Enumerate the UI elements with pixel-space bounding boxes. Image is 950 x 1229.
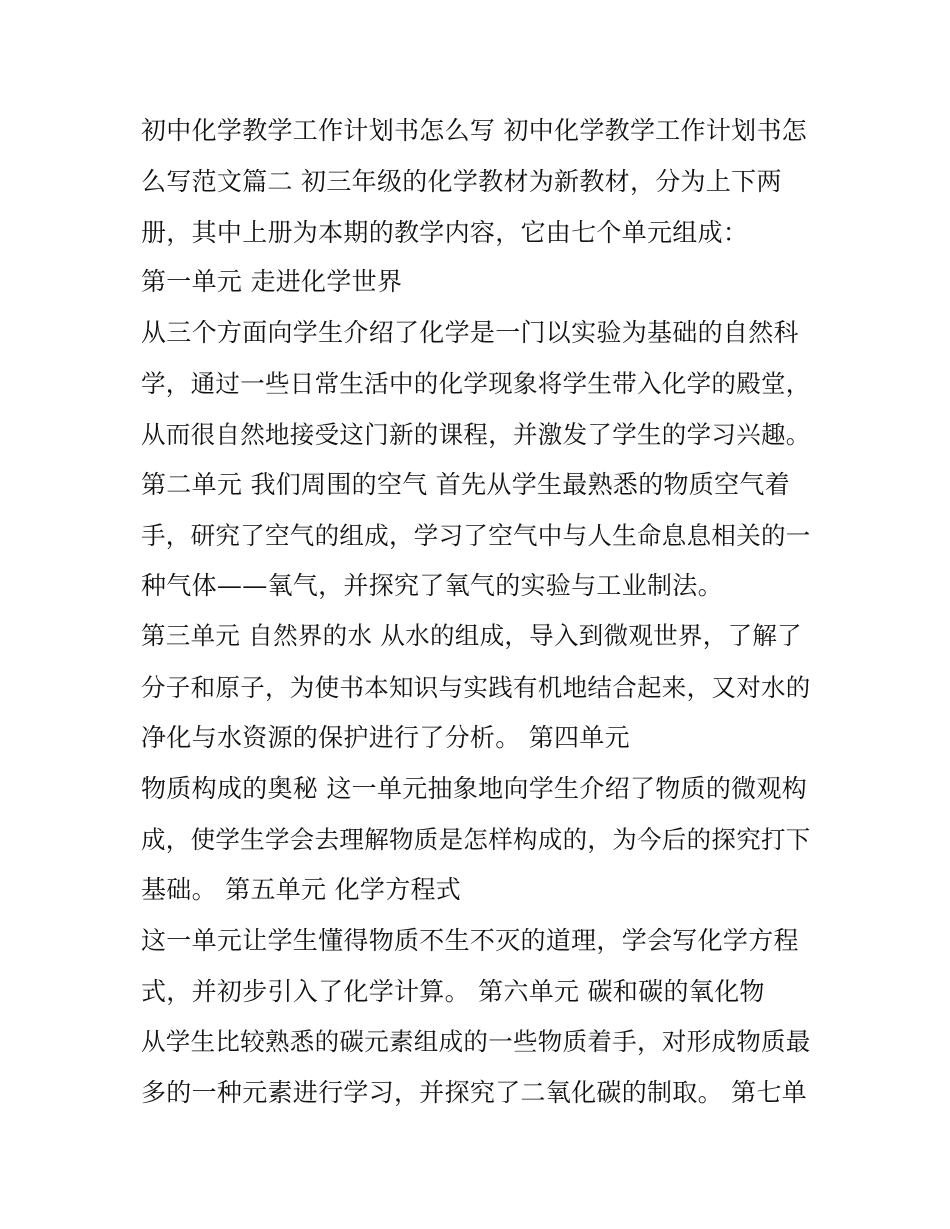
text-line-5: 从三个方面向学生介绍了化学是一门以实验为基础的自然科	[141, 318, 799, 347]
text-line-18: 式，并初步引入了化学计算。 第六单元 碳和碳的氧化物	[141, 977, 765, 1006]
text-line-7: 从而很自然地接受这门新的课程，并激发了学生的学习兴趣。	[141, 420, 811, 449]
text-line-14: 物质构成的奥秘 这一单元抽象地向学生介绍了物质的微观构	[141, 774, 808, 803]
text-line-20: 多的一种元素进行学习，并探究了二氧化碳的制取。 第七单	[141, 1078, 808, 1107]
text-line-17: 这一单元让学生懂得物质不生不灭的道理，学会写化学方程	[141, 926, 799, 955]
text-line-2: 么写范文篇二 初三年级的化学教材为新教材，分为上下两	[141, 167, 782, 196]
text-line-10: 种气体——氧气，并探究了氧气的实验与工业制法。	[141, 571, 723, 600]
text-line-13: 净化与水资源的保护进行了分析。 第四单元	[141, 723, 630, 752]
text-line-16: 基础。 第五单元 化学方程式	[141, 875, 462, 904]
text-line-19: 从学生比较熟悉的碳元素组成的一些物质着手，对形成物质最	[141, 1027, 811, 1056]
section-heading-unit-1: 第一单元 走进化学世界	[141, 267, 403, 296]
text-line-15: 成，使学生学会去理解物质是怎样构成的，为今后的探究打下	[141, 825, 811, 854]
text-line-11: 第三单元 自然界的水 从水的组成，导入到微观世界，了解了	[141, 621, 802, 650]
text-line-6: 学，通过一些日常生活中的化学现象将学生带入化学的殿堂，	[141, 369, 811, 398]
text-line-1: 初中化学教学工作计划书怎么写 初中化学教学工作计划书怎	[141, 116, 808, 145]
text-line-9: 手，研究了空气的组成，学习了空气中与人生命息息相关的一	[141, 521, 811, 550]
text-line-12: 分子和原子，为使书本知识与实践有机地结合起来，又对水的	[141, 673, 811, 702]
text-line-8: 第二单元 我们周围的空气 首先从学生最熟悉的物质空气着	[141, 470, 790, 499]
text-line-3: 册，其中上册为本期的教学内容，它由七个单元组成：	[141, 218, 749, 247]
